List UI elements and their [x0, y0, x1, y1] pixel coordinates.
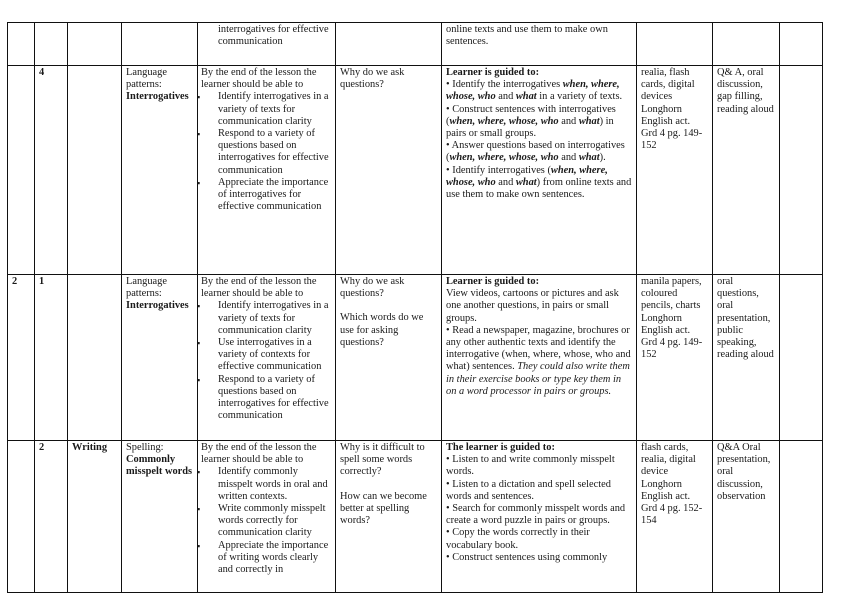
assessment-cell: Q&A Oral presentation, oral discussion, observation	[713, 441, 780, 593]
text-run: • Construct sentences with interrogatives (	[446, 103, 616, 127]
activity-paragraph	[446, 479, 632, 503]
assessment-cell	[713, 23, 780, 66]
learning-experiences-cell	[442, 275, 637, 441]
activity-paragraph	[446, 503, 632, 527]
text-run: what	[578, 115, 600, 127]
sub-strand-cell	[122, 441, 198, 593]
remarks-cell	[780, 275, 823, 441]
remarks-cell	[780, 66, 823, 275]
text-run: and	[495, 176, 516, 188]
strand-cell	[68, 23, 122, 66]
table-row	[8, 441, 823, 593]
text-run: Interrogatives	[126, 91, 189, 103]
text-run: • Identify interrogatives (	[446, 164, 551, 176]
text-run: • Search for commonly misspelt words and create a word puzzle in pairs or groups.	[446, 503, 626, 527]
sub-strand-cell	[122, 275, 198, 441]
text-run: and	[495, 91, 516, 103]
activity-paragraph	[446, 24, 632, 48]
inquiry-questions-cell	[336, 23, 442, 66]
sub-strand-cell	[122, 23, 198, 66]
learning-experiences-cell	[442, 66, 637, 275]
text-run: • Read a newspaper, magazine, brochures or any other authentic texts and identify the interrogative (when, where, whose, who and what) sentences.	[446, 324, 631, 373]
inquiry-question: Why do we ask questions?	[340, 276, 405, 300]
text-run: and	[558, 152, 579, 164]
text-run: Language patterns:	[126, 276, 167, 300]
outcomes-intro: By the end of the lesson the learner should be able to	[201, 442, 317, 466]
outcome-item: ▪ Write commonly misspelt words correctly for communication clarity	[201, 503, 331, 540]
inquiry-questions-cell	[336, 275, 442, 441]
text-run: when, where, whose, who	[449, 115, 559, 127]
learning-outcomes-cell	[198, 275, 336, 441]
text-run: View videos, cartoons or pictures and ask one another questions, in pairs or small groups.	[446, 288, 619, 324]
outcome-item: ▪ Respond to a variety of questions based on interrogatives for effective communication	[201, 374, 331, 423]
inquiry-question: Why is it difficult to spell some words correctly?	[340, 442, 425, 478]
text-run: when, where, whose, who	[446, 164, 608, 188]
assessment-cell: oral questions, oral presentation, public speaking, reading aloud	[713, 275, 780, 441]
assessment-cell: Q& A, oral discussion, gap filling, reading aloud	[713, 66, 780, 275]
text-run: in a variety of texts.	[536, 91, 623, 103]
text-run: • Listen to a dictation and spell selected words and sentences.	[446, 478, 611, 502]
text-run: ).	[599, 152, 606, 164]
activity-paragraph	[446, 165, 632, 202]
text-run: Interrogatives	[126, 300, 189, 312]
outcome-item: ▪ Appreciate the importance of writing words clearly and correctly in	[201, 540, 331, 577]
text-run: Spelling:	[126, 442, 164, 453]
activity-paragraph	[446, 276, 632, 288]
lesson-cell	[35, 23, 68, 66]
week-cell	[8, 441, 35, 593]
outcomes-intro: By the end of the lesson the learner should be able to	[201, 67, 317, 91]
outcome-item: ▪ Appreciate the importance of interrogatives for effective communication	[201, 177, 331, 214]
activity-paragraph	[446, 527, 632, 551]
outcomes-intro: By the end of the lesson the learner should be able to	[201, 276, 317, 300]
resources-cell: realia, flash cards, digital devices Longhorn English act. Grd 4 pg. 149-152	[637, 66, 713, 275]
outcome-item: ▪ Respond to a variety of questions based on interrogatives for effective communication	[201, 128, 331, 177]
outcome-continuation: interrogatives for effective communication	[218, 24, 329, 48]
remarks-cell	[780, 441, 823, 593]
outcomes-list	[201, 466, 331, 576]
text-run: what	[515, 91, 537, 103]
activity-paragraph	[446, 288, 632, 325]
text-run: Learner is guided to:	[446, 276, 540, 287]
activity-paragraph	[446, 104, 632, 141]
outcome-item: ▪ Identify interrogatives in a variety of texts for communication clarity	[201, 91, 331, 128]
resources-cell: flash cards, realia, digital device Longhorn English act. Grd 4 pg. 152-154	[637, 441, 713, 593]
outcomes-list	[201, 24, 331, 48]
text-run: They could also write them in their exercise books or type key them in on a word processor in pairs or groups.	[446, 361, 630, 397]
table-row	[8, 23, 823, 66]
strand-cell	[68, 275, 122, 441]
table-row	[8, 275, 823, 441]
inquiry-questions-cell	[336, 441, 442, 593]
strand-cell	[68, 66, 122, 275]
text-run: what	[578, 152, 600, 164]
text-run: ) in pairs or small groups.	[446, 115, 614, 140]
text-run: • Listen to and write commonly misspelt words.	[446, 454, 615, 478]
learning-outcomes-cell	[198, 23, 336, 66]
lesson-cell: 4	[35, 66, 68, 275]
text-run: ) from online texts and use them to make own sentences.	[446, 176, 632, 201]
activity-paragraph	[446, 67, 632, 79]
inquiry-question: Which words do we use for asking questions?	[340, 312, 424, 348]
outcome-item: ▪ Identify interrogatives in a variety of texts for communication clarity	[201, 300, 331, 337]
strand-cell: Writing	[68, 441, 122, 593]
resources-cell	[637, 23, 713, 66]
resources-cell: manila papers, coloured pencils, charts Longhorn English act. Grd 4 pg. 149-152	[637, 275, 713, 441]
text-run: • Identify the interrogatives	[446, 79, 563, 91]
text-run: Language patterns:	[126, 67, 167, 91]
text-run: The learner is guided to:	[446, 442, 555, 453]
text-run: Learner is guided to:	[446, 67, 540, 78]
lesson-cell: 2	[35, 441, 68, 593]
learning-experiences-cell	[442, 23, 637, 66]
week-cell: 2	[8, 275, 35, 441]
outcomes-list	[201, 300, 331, 422]
text-run: Commonly misspelt words	[126, 454, 193, 478]
outcome-item: ▪ Identify commonly misspelt words in oral and written contexts.	[201, 466, 331, 503]
text-run: • Answer questions based on interrogatives (	[446, 140, 625, 164]
week-cell	[8, 66, 35, 275]
activity-paragraph	[446, 140, 632, 164]
text-run: online texts and use them to make own sentences.	[446, 24, 608, 48]
activity-paragraph	[446, 454, 632, 478]
inquiry-question: How can we become better at spelling words?	[340, 490, 427, 527]
text-run: and	[558, 115, 579, 127]
activity-paragraph	[446, 325, 632, 398]
text-run: • Copy the words correctly in their vocabulary book.	[446, 527, 590, 551]
activity-paragraph	[446, 442, 632, 454]
learning-outcomes-cell	[198, 441, 336, 593]
scheme-of-work-table	[7, 22, 823, 593]
inquiry-questions-cell	[336, 66, 442, 275]
table-row	[8, 66, 823, 275]
learning-outcomes-cell	[198, 66, 336, 275]
text-run: when, where, whose, who	[449, 152, 559, 164]
text-run: • Construct sentences using commonly	[446, 551, 608, 563]
outcomes-list	[201, 91, 331, 213]
activity-paragraph	[446, 552, 632, 564]
lesson-cell: 1	[35, 275, 68, 441]
inquiry-question: Why do we ask questions?	[340, 67, 405, 91]
activity-paragraph	[446, 79, 632, 103]
remarks-cell	[780, 23, 823, 66]
sub-strand-cell	[122, 66, 198, 275]
text-run: what	[515, 176, 537, 188]
text-run: when, where, whose, who	[446, 79, 620, 103]
learning-experiences-cell	[442, 441, 637, 593]
week-cell	[8, 23, 35, 66]
outcome-item: ▪ Use interrogatives in a variety of contexts for effective communication	[201, 337, 331, 374]
